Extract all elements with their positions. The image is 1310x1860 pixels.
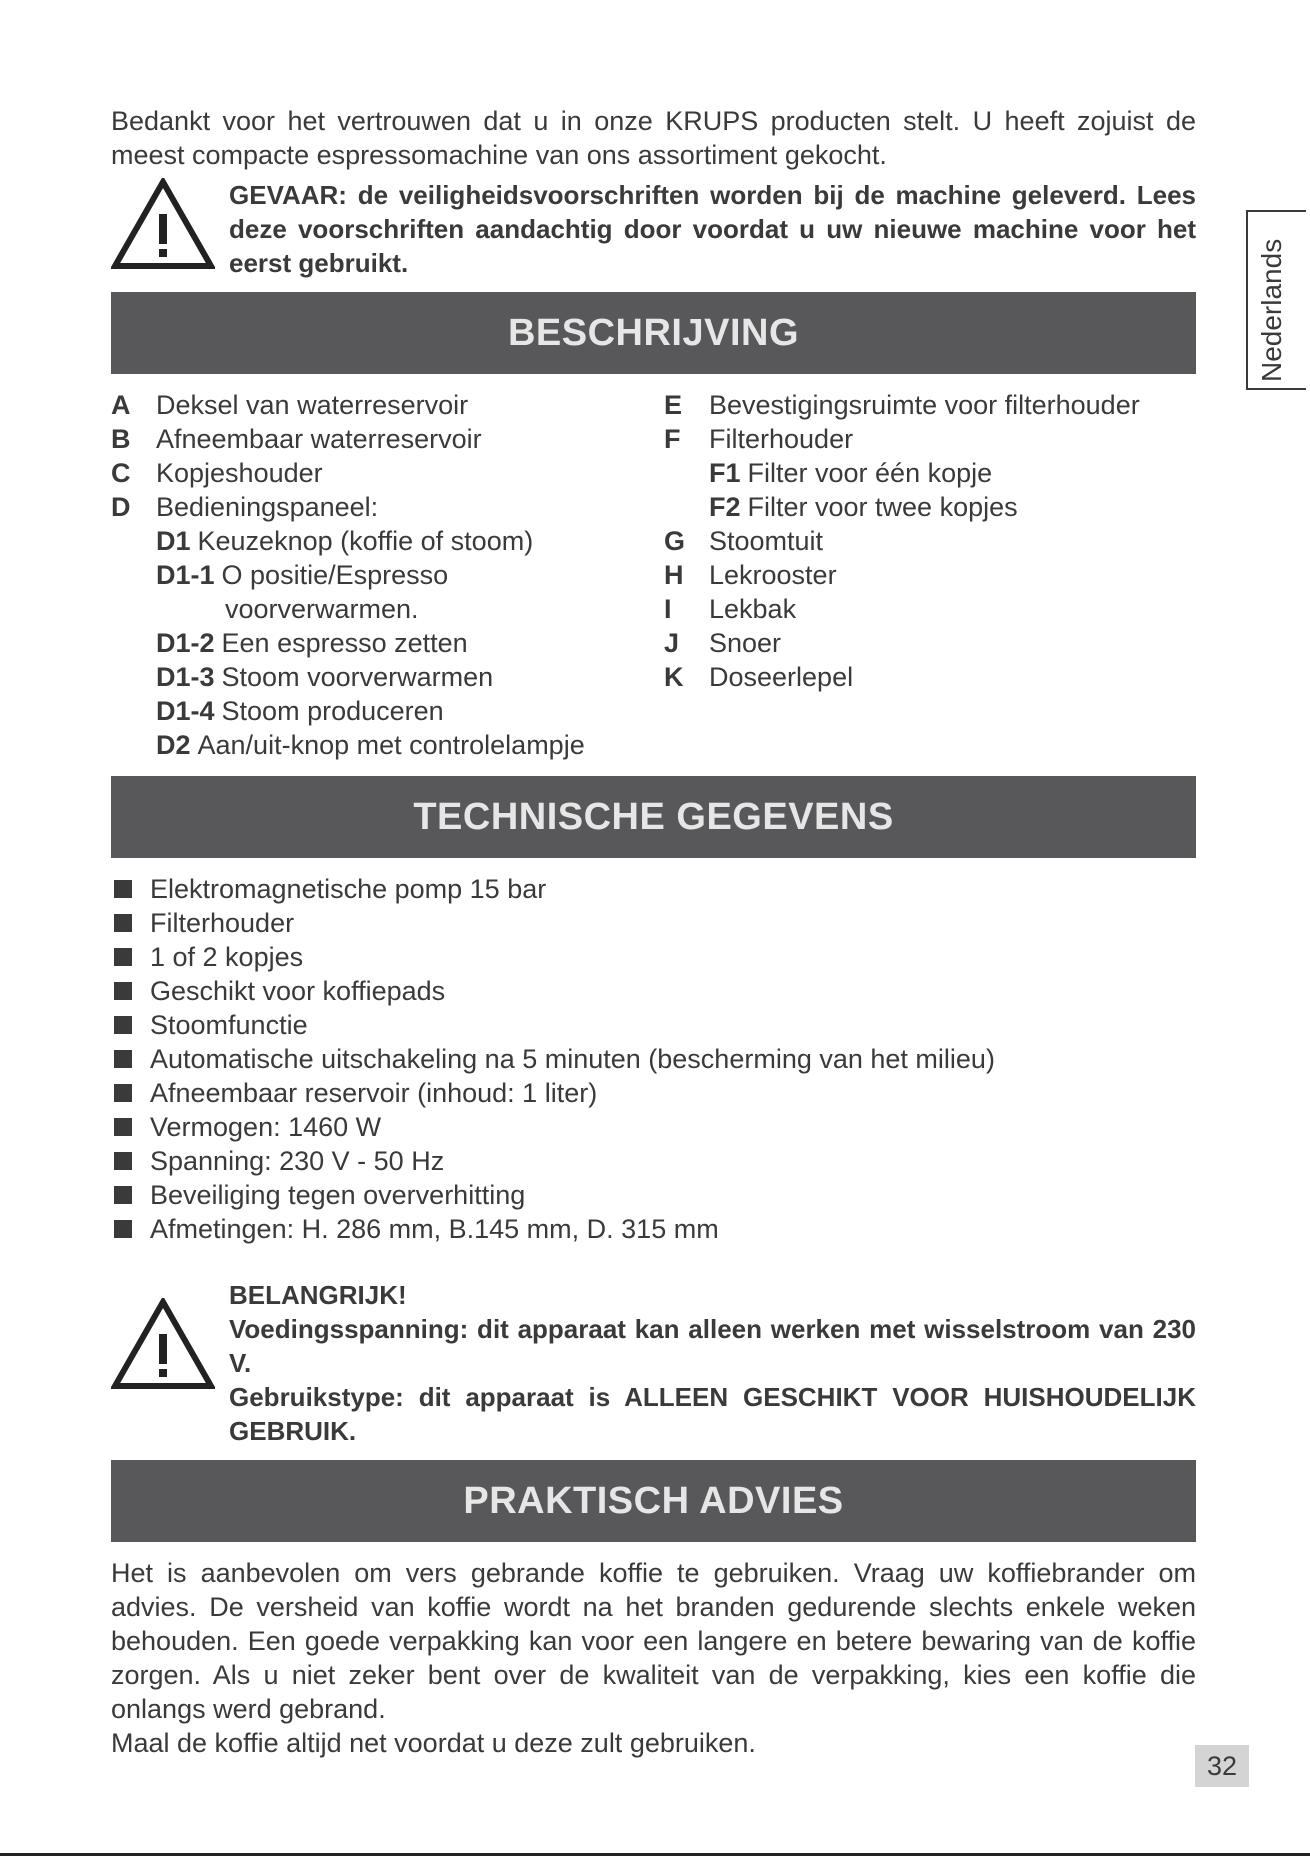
description-item-text: Deksel van waterreservoir <box>156 390 469 420</box>
description-item-key: H <box>664 560 684 590</box>
description-item <box>111 728 664 762</box>
list-item-text: Beveiliging tegen oververhitting <box>150 1180 526 1210</box>
list-item <box>111 1042 1196 1076</box>
description-item <box>111 558 664 592</box>
description-item-key: J <box>664 628 680 658</box>
description-item-key: D2 <box>156 730 191 760</box>
description-item-text: Lekrooster <box>709 560 837 590</box>
description-item-text: Filterhouder <box>709 424 854 454</box>
description-item <box>664 490 1196 524</box>
description-item <box>664 626 1196 660</box>
description-item-text: Stoom produceren <box>221 696 444 726</box>
important-title: BELANGRIJK! <box>229 1280 407 1310</box>
square-bullet-icon <box>114 880 132 898</box>
description-item <box>664 422 1196 456</box>
list-item-text: Afmetingen: H. 286 mm, B.145 mm, D. 315 mm <box>150 1214 719 1244</box>
description-item-text: O positie/Espresso <box>221 560 449 590</box>
manual-page <box>111 104 1196 1760</box>
advice-paragraph-1: Het is aanbevolen om vers gebrande koffie te gebruiken. Vraag uw koffiebrander om advies. De versheid van koffie wordt na het branden gedurende slechts enkele weken behouden. Een goede verpakking kan voor een langere en betere bewaring van de koffie zorgen. Als u niet zeker bent over de kwaliteit van de verpakking, kies een koffie die onlangs werd gebrand. <box>111 1558 1196 1724</box>
description-item-text: Kopjeshouder <box>156 458 323 488</box>
section-title-advice: PRAKTISCH ADVIES <box>111 1460 1196 1542</box>
description-item <box>111 422 664 456</box>
description-item-text: Filter voor twee kopjes <box>747 492 1018 522</box>
list-item-text: Afneembaar reservoir (inhoud: 1 liter) <box>150 1078 598 1108</box>
list-item-text: Vermogen: 1460 W <box>150 1112 382 1142</box>
important-warning-text <box>229 1278 1196 1448</box>
description-item-key: D1-2 <box>156 628 215 658</box>
description-item-text: Filter voor één kopje <box>747 458 993 488</box>
description-item-key: D1-4 <box>156 696 215 726</box>
description-item-key: G <box>664 526 686 556</box>
description-item <box>111 490 664 524</box>
list-item <box>111 1144 1196 1178</box>
advice-text <box>111 1556 1196 1760</box>
description-item <box>111 694 664 728</box>
description-item-key: K <box>664 662 684 692</box>
square-bullet-icon <box>114 948 132 966</box>
danger-warning-text: GEVAAR: de veiligheidsvoorschriften worden bij de machine geleverd. Lees deze voorschriften aandachtig door voordat u uw nieuwe machine voor het eerst gebruikt. <box>229 180 1196 278</box>
description-item-key: F <box>664 424 681 454</box>
description-item <box>664 388 1196 422</box>
language-tab-label: Nederlands <box>1256 238 1287 382</box>
square-bullet-icon <box>114 1016 132 1034</box>
description-item-text: Lekbak <box>709 594 797 624</box>
important-warning <box>111 1278 1196 1448</box>
description-item <box>111 626 664 660</box>
description-item-text: Afneembaar waterreservoir <box>156 424 482 454</box>
square-bullet-icon <box>114 1220 132 1238</box>
list-item <box>111 1110 1196 1144</box>
square-bullet-icon <box>114 982 132 1000</box>
description-right-column <box>664 388 1196 762</box>
description-item-text: Stoomtuit <box>709 526 824 556</box>
description-item <box>664 456 1196 490</box>
list-item <box>111 872 1196 906</box>
section-title-description: BESCHRIJVING <box>111 292 1196 374</box>
list-item <box>111 1008 1196 1042</box>
description-item <box>664 660 1196 694</box>
list-item <box>111 1212 1196 1246</box>
description-item-key: D1-1 <box>156 560 215 590</box>
description-item-key: I <box>664 594 672 624</box>
description-item-key: E <box>664 390 683 420</box>
list-item <box>111 974 1196 1008</box>
list-item-text: Stoomfunctie <box>150 1010 308 1040</box>
description-item-key: D1-3 <box>156 662 215 692</box>
danger-warning <box>111 178 1196 280</box>
list-item-text: Geschikt voor koffiepads <box>150 976 446 1006</box>
square-bullet-icon <box>114 1050 132 1068</box>
list-item <box>111 1178 1196 1212</box>
square-bullet-icon <box>114 1084 132 1102</box>
list-item-text: 1 of 2 kopjes <box>150 942 304 972</box>
description-item-key: B <box>111 424 131 454</box>
language-tab <box>1246 210 1306 390</box>
list-item-text: Filterhouder <box>150 908 295 938</box>
description-item <box>111 456 664 490</box>
description-item-text: Een espresso zetten <box>221 628 468 658</box>
page-bottom-border <box>0 1853 1310 1856</box>
description-item-text: Keuzeknop (koffie of stoom) <box>197 526 534 556</box>
description-item <box>664 524 1196 558</box>
section-title-technical: TECHNISCHE GEGEVENS <box>111 776 1196 858</box>
description-item-key: A <box>111 390 131 420</box>
description-item <box>111 592 664 626</box>
list-item-text: Spanning: 230 V - 50 Hz <box>150 1146 445 1176</box>
description-item <box>664 558 1196 592</box>
list-item <box>111 1076 1196 1110</box>
description-item-text: voorverwarmen. <box>225 594 419 624</box>
description-item-text: Aan/uit-knop met controlelampje <box>197 730 585 760</box>
square-bullet-icon <box>114 914 132 932</box>
important-voltage: Voedingsspanning: dit apparaat kan alleen werken met wisselstroom van 230 V. <box>229 1314 1196 1378</box>
technical-list <box>111 872 1196 1246</box>
description-item-key: F1 <box>709 458 741 488</box>
description-item-text: Bevestigingsruimte voor filterhouder <box>709 390 1140 420</box>
advice-paragraph-2: Maal de koffie altijd net voordat u deze zult gebruiken. <box>111 1728 756 1758</box>
page-number: 32 <box>1195 1745 1249 1787</box>
list-item-text: Elektromagnetische pomp 15 bar <box>150 874 547 904</box>
description-item-text: Bedieningspaneel: <box>156 492 379 522</box>
square-bullet-icon <box>114 1152 132 1170</box>
warning-triangle-icon <box>111 178 229 280</box>
description-item-key: D <box>111 492 131 522</box>
description-item-key: D1 <box>156 526 191 556</box>
description-list <box>111 388 1196 762</box>
list-item-text: Automatische uitschakeling na 5 minuten (bescherming van het milieu) <box>150 1044 995 1074</box>
description-item <box>111 524 664 558</box>
square-bullet-icon <box>114 1118 132 1136</box>
important-usage: Gebruikstype: dit apparaat is ALLEEN GESCHIKT VOOR HUISHOUDELIJK GEBRUIK. <box>229 1382 1196 1446</box>
description-item-text: Stoom voorverwarmen <box>221 662 494 692</box>
list-item <box>111 940 1196 974</box>
warning-triangle-icon <box>111 1278 229 1448</box>
description-item <box>664 592 1196 626</box>
description-item-text: Snoer <box>709 628 782 658</box>
description-item <box>111 660 664 694</box>
list-item <box>111 906 1196 940</box>
description-item-text: Doseerlepel <box>709 662 854 692</box>
description-left-column <box>111 388 664 762</box>
square-bullet-icon <box>114 1186 132 1204</box>
description-item <box>111 388 664 422</box>
description-item-key: F2 <box>709 492 741 522</box>
intro-paragraph: Bedankt voor het vertrouwen dat u in onze KRUPS producten stelt. U heeft zojuist de meest compacte espressomachine van ons assortiment gekocht. <box>111 106 1196 170</box>
description-item-key: C <box>111 458 131 488</box>
